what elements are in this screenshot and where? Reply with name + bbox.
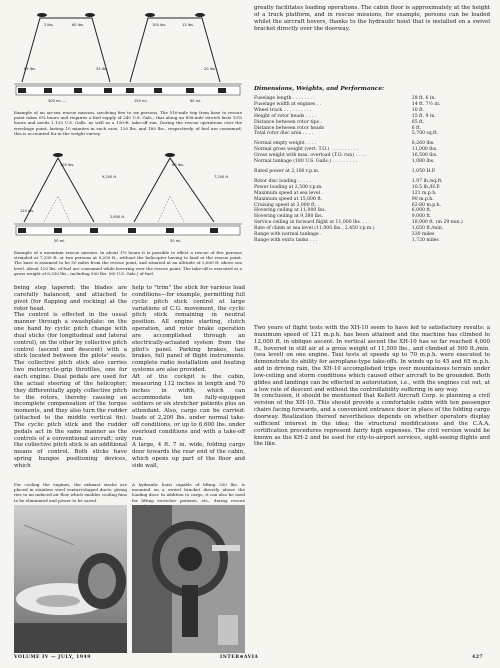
spec-value: 6 ft. xyxy=(411,125,422,131)
specs-heading: Dimensions, Weights, and Performance: xyxy=(254,86,385,92)
spec-label: Power loading at 2,500 r.p.m. xyxy=(254,184,323,190)
diagram1-label: 53 lbs. xyxy=(96,67,109,71)
spec-value: 1,720 miles xyxy=(411,237,439,243)
diagram2-label: 9,200 ft. xyxy=(102,175,118,179)
spec-value: 28 ft. 6 in. xyxy=(411,96,436,101)
diagram1-label: 2 lbs. xyxy=(44,23,54,27)
article-column-3-intro: greatly facilitates loading operations. The cabin floor is approximately at the height of a truck platform, and in rescue missions, for example, persons can be loaded whilst the aircraft hovers, thanks to the hydraulic hoist that is installed on a swivel bracket directly over the doorway. xyxy=(254,5,490,32)
footer-volume: VOLUME IV — JULY, 1949 xyxy=(14,655,91,660)
diagram2-label: 50 mi. xyxy=(170,239,182,243)
spec-value: 8,260 lbs. xyxy=(411,141,435,147)
exhaust-duct-photo xyxy=(14,505,127,653)
spec-label: Range with extra tanks . . . xyxy=(254,237,318,243)
photo2-caption: A hydraulic hoist capable of lifting 250 lbs. is mounted on a swivel bracket directly above the loading door. In addition to cargo, it can also be used for lifting stretcher patients, etc., during rescue xyxy=(132,482,245,503)
photo1-caption: For cooling the engines, the exhaust stacks are placed in stainless steel venturi-shaped ducts, giving rise to an induced air flow which enables cooling fans to be eliminated and power to be saved. xyxy=(14,482,127,503)
spec-label: Normal tankage (180 U.S. Galls.) . . . . . . . . . xyxy=(254,159,358,165)
diagram1-label: 100 lbs. xyxy=(152,23,167,27)
diagram1-label: 300 mi. --- xyxy=(48,99,67,103)
spec-label: Maximum speed at sea level . xyxy=(254,190,323,196)
diagram1-label: 60 mi. xyxy=(190,99,202,103)
diagram1-label: 150 mi. xyxy=(134,99,148,103)
diagram2-label: 120 lbs. xyxy=(20,209,35,213)
article-column-1: being step tapered; the blades are carefully balanced, and attached to pivot (for flapping and rocking) at the rotor head. The control is effected in the usual manner through a swashplate: on the one hand by cyclic pitch change with dual sticks (for longitudinal and lateral control), on the other by collective pitch control (ascent and descent) with a stick located between the pilots' seats. The collective pitch stick also carries two motorcycle-grip throttles, one for each engine. Dual pedals are used for the actual steering of the helicopter; they differentially apply collective pitch to the rotors, thereby causing an incomplete compensation of the torque moments, and they also turn the rudder (attached to the middle vertical fin). The cyclic pitch stick and the rudder pedals act in the same manner as the controls of a conventional aircraft; only the collective pitch stick is an additional means of control. Both sticks have spring bungee positioning devices, which xyxy=(14,285,127,469)
spec-value: 11,000 lbs. xyxy=(411,147,438,153)
diagram2-label: 50 mi. xyxy=(54,239,66,243)
diagram2-label: 60 lbs. xyxy=(172,163,185,167)
diagram1-caption: Example of an air-sea rescue mission, involving five to six persons. The 516-mile trip from base to rescue point takes 6¼ hours and requires a fuel supply of 240 U.S. Gals.; that along an 858-mile stretch lasts 10¾ hours and needs 1,120 U.S. Galls. as well as a 150-ft. take-off run. During the rescue operations over the wreckage point, lasting 10 minutes in each case, 120 lbs. and 180 lbs., respectively, of fuel are consumed; this is accounted for in the weight survey. xyxy=(14,110,242,136)
specs-table xyxy=(254,96,490,244)
spec-label: Rotor disc loading . . . . . xyxy=(254,178,312,184)
spec-value: 5,700 sq.ft. xyxy=(411,131,439,137)
spec-label: Service ceiling in forward flight at 11,000 lbs. . . . xyxy=(254,220,371,226)
spec-value: 1.97 lb./sq.ft. xyxy=(411,178,443,184)
spec-value: 62-80 m.p.h. xyxy=(411,202,442,208)
diagram2-label: 300 lbs. xyxy=(60,163,75,167)
spec-label: Maximum speed at 15,000 ft. xyxy=(254,196,323,202)
air-sea-rescue-diagram xyxy=(14,4,242,108)
spec-label: Gross weight with max. overload (T.O. run) . . . . xyxy=(254,153,366,159)
spec-value: 9,000 ft. xyxy=(411,214,432,220)
spec-label: Fuselage length . . . . . . . . xyxy=(254,96,315,101)
diagram2-label: 7,200 ft. xyxy=(214,175,230,179)
spec-label: Height of rotor heads . . . . xyxy=(254,113,316,119)
spec-label: Distance between rotor heads xyxy=(254,125,325,131)
spec-label: Total rotor disc area . . . . xyxy=(254,131,314,137)
spec-value: 330 miles xyxy=(411,232,435,238)
spec-label: Hovering ceiling at 9,380 lbs. xyxy=(254,214,324,220)
spec-label: Cruising speed at 3,000 ft. . xyxy=(254,202,320,208)
mountain-rescue-diagram xyxy=(14,138,242,248)
spec-label: Rate of climb at sea level (11,000 lbs., 2,450 r.p.m.) xyxy=(254,226,375,232)
page-number: 427 xyxy=(472,655,484,660)
spec-value: 90 m.p.h. xyxy=(411,196,434,202)
spec-value: 121 m.p.h. xyxy=(411,190,437,196)
spec-label: Distance between rotor tips . xyxy=(254,119,322,125)
spec-value: 16,500 lbs. xyxy=(411,153,438,159)
diagram1-label: 60 lbs. xyxy=(72,23,85,27)
spec-label: Range with normal tankage . xyxy=(254,232,322,238)
spec-value: 1,650 ft./min. xyxy=(411,226,444,232)
hydraulic-hoist-photo xyxy=(132,505,245,653)
diagram1-label: 13 lbs. xyxy=(182,23,195,27)
article-column-2: help to "trim" the stick for various load conditions—for example, permitting full cyclic pitch stick control at large variations of C.G. movement, the cyclic pitch stick remaining in neutral position. All engine starting, clutch operation, and rotor brake operation are accomplished through an electrically-actuated system from the pilot's panel. Parking brakes, taxi brakes, full panel of flight instruments, complete radio installation and heating systems are also provided. Aft of the cockpit is the cabin, measuring 112 inches in length and 70 inches in width, which can accommodate ten fully-equipped soldiers or six stretcher patients plus an attendant. Also, cargo can be carried: loads of 2,200 lbs. under normal take-off conditions, or up to 6,600 lbs. under overload conditions and with a take-off run. A large, 4 ft. 7 in. wide, folding cargo door towards the rear end of the cabin, which opens up part of the floor and side wall, xyxy=(132,285,245,469)
spec-value: 10 ft. xyxy=(411,107,425,113)
spec-value: 6,000 ft. xyxy=(411,208,432,214)
spec-label: Fuselage width at engines . . xyxy=(254,101,322,107)
spec-value: 14 ft. 7½ in. xyxy=(411,101,441,107)
spec-label: Rated power at 2,100 r.p.m. xyxy=(254,168,320,174)
specs-row xyxy=(254,238,490,244)
spec-label: Normal empty weight . . . . xyxy=(254,141,317,147)
spec-value: 1,080 lbs. xyxy=(411,159,435,165)
spec-value: 15 ft. 9 in. xyxy=(411,113,436,119)
footer-journal-name: INTER⊛AVIA xyxy=(220,655,259,660)
spec-value: 1,050 H.P. xyxy=(411,168,436,174)
spec-label: Hovering ceiling at 11,000 lbs. xyxy=(254,208,326,214)
spec-value: 18,000 ft. (in 29 min.) xyxy=(411,220,463,226)
diagram2-label: 2,600 ft. xyxy=(110,215,126,219)
article-column-3-outro: Two years of flight tests with the XH-10 seem to have led to satisfactory results: a maximum speed of 121 m.p.h. has been attained and the machine has climbed to 12,000 ft. in oblique ascent. In vertical ascent the XH-10 has so far reached 4,000 ft., hovered in still air at a gross weight of 11,500 lbs., and climbed at 500 ft./min. (sea level) on one engine. Taxi tests at speeds up to 70 m.p.h. were executed to demonstrate its ability for aeroplane-type take-offs. In winds up to 45 and 65 m.p.h. and in driving rain, the XH-10 accomplished trips over mountainous terrain under low-ceiling and storm conditions which caused other aircraft to be grounded. Both glides and landings can be effected in autorotation, i.e., with the engines cut out, at a low rate of descent and without the controllability suffering in any way. In conclusion, it should be mentioned that Kellett Aircraft Corp. is planning a civil version of the XH-10. This should provide a comfortable cabin with ten passenger chairs facing forwards, and a convenient entrance door in place of the folding cargo doorway. Realization thereof nevertheless depends on whether operators display sufficient interest in the idea; the structural modifications and the C.A.A. certification procedures represent fairly high expenses. The civil version would be known as the KH-2 and be used for city-to-airport services, sight-seeing flights and the like. xyxy=(254,325,490,448)
specs-table-container xyxy=(254,96,490,244)
diagram1-label: 89 lbs. xyxy=(24,67,37,71)
spec-label: Normal gross weight (vert. T.O.) . . . . . . . . . . xyxy=(254,147,359,153)
spec-value: 10.5 lb./H.P. xyxy=(411,184,440,190)
diagram1-label: 20 lbs. xyxy=(204,67,217,71)
diagram2-caption: Example of a mountain rescue mission. In about 1½ hours it is possible to effect a rescue of five persons stranded at 7,200 ft. or two persons at 9,200 ft., without the helicopter having to land at the rescue point. The base is assumed to be 50 miles from the rescue point, and situated at an altitude of 2,600 ft. above sea level. About 120 lbs. of fuel are consumed while hovering over the rescue point. The take-off is executed at a gross weight of 8,330 lbs., including 500 lbs. (60 U.S. Gals.) of fuel. xyxy=(14,250,242,276)
spec-value: 65 ft. xyxy=(411,119,425,125)
spec-label: Wheel track . . . . . . . . . . xyxy=(254,107,312,113)
